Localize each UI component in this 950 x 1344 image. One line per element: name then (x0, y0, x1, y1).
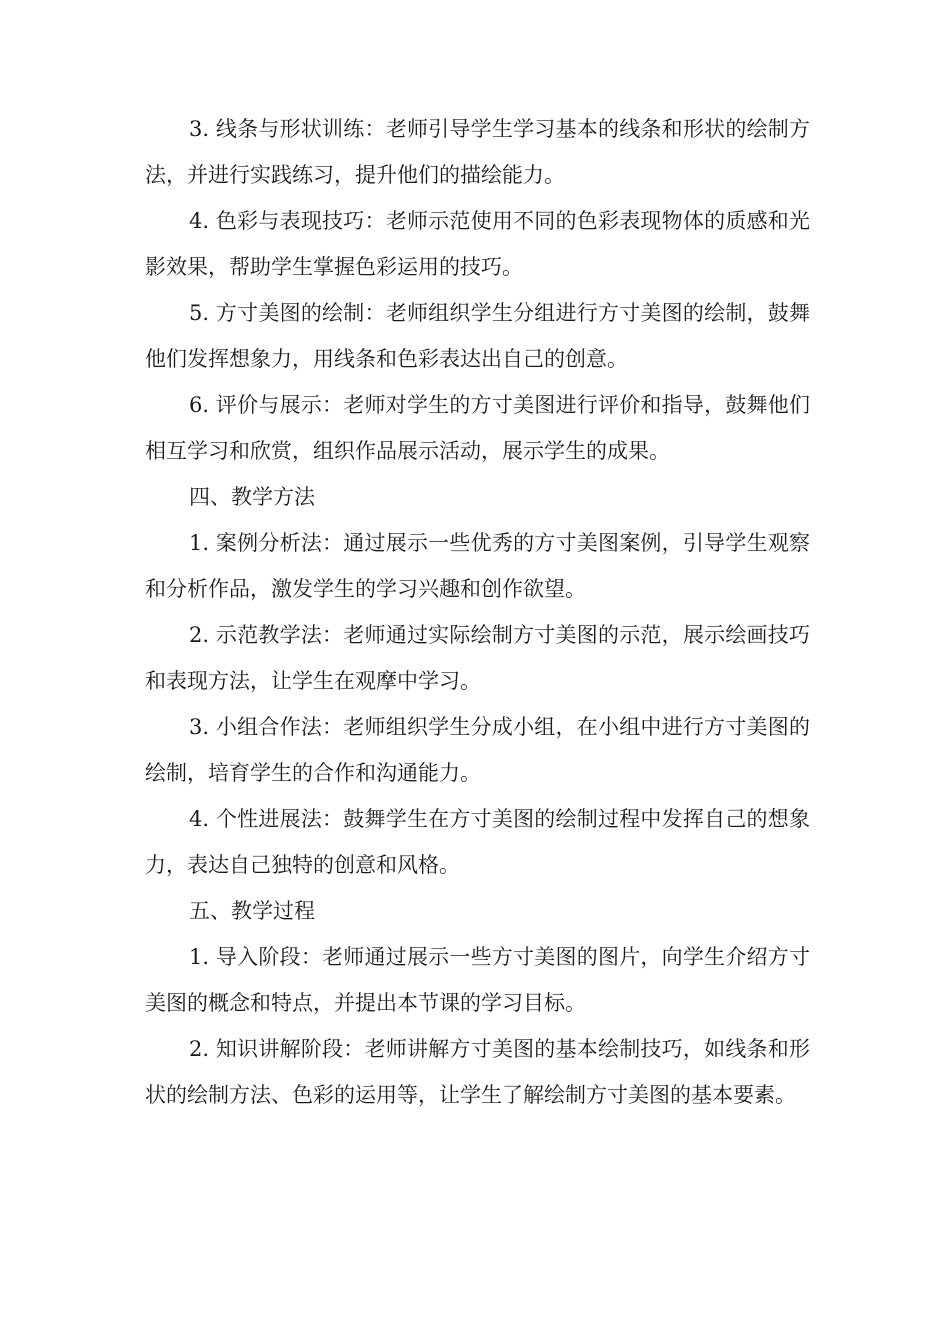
paragraph-introduction-stage: 1. 导入阶段：老师通过展示一些方寸美图的图片，向学生介绍方寸美图的概念和特点，并提出本节课的学习目标。 (145, 945, 810, 1015)
paragraph-knowledge-stage: 2. 知识讲解阶段：老师讲解方寸美图的基本绘制技巧，如线条和形状的绘制方法、色彩的运用等，让学生了解绘制方寸美图的基本要素。 (145, 1037, 810, 1107)
paragraph-evaluation-display: 6. 评价与展示：老师对学生的方寸美图进行评价和指导，鼓舞他们相互学习和欣赏，组织作品展示活动，展示学生的成果。 (145, 393, 810, 463)
section-heading-teaching-methods: 四、教学方法 (189, 485, 315, 509)
paragraph-line-shape-training: 3. 线条与形状训练：老师引导学生学习基本的线条和形状的绘制方法，并进行实践练习，提升他们的描绘能力。 (145, 117, 810, 187)
paragraph-color-technique: 4. 色彩与表现技巧：老师示范使用不同的色彩表现物体的质感和光影效果，帮助学生掌握色彩运用的技巧。 (145, 209, 810, 279)
paragraph-group-cooperation: 3. 小组合作法：老师组织学生分成小组，在小组中进行方寸美图的绘制，培育学生的合作和沟通能力。 (145, 715, 810, 785)
paragraph-demonstration: 2. 示范教学法：老师通过实际绘制方寸美图的示范，展示绘画技巧和表现方法，让学生在观摩中学习。 (145, 623, 810, 693)
document-body (145, 106, 810, 1118)
section-heading-teaching-process: 五、教学过程 (189, 899, 315, 923)
paragraph-case-analysis: 1. 案例分析法：通过展示一些优秀的方寸美图案例，引导学生观察和分析作品，激发学生的学习兴趣和创作欲望。 (145, 531, 810, 601)
paragraph-individual-development: 4. 个性进展法：鼓舞学生在方寸美图的绘制过程中发挥自己的想象力，表达自己独特的创意和风格。 (145, 807, 810, 877)
paragraph-drawing-practice: 5. 方寸美图的绘制：老师组织学生分组进行方寸美图的绘制，鼓舞他们发挥想象力，用线条和色彩表达出自己的创意。 (145, 301, 810, 371)
